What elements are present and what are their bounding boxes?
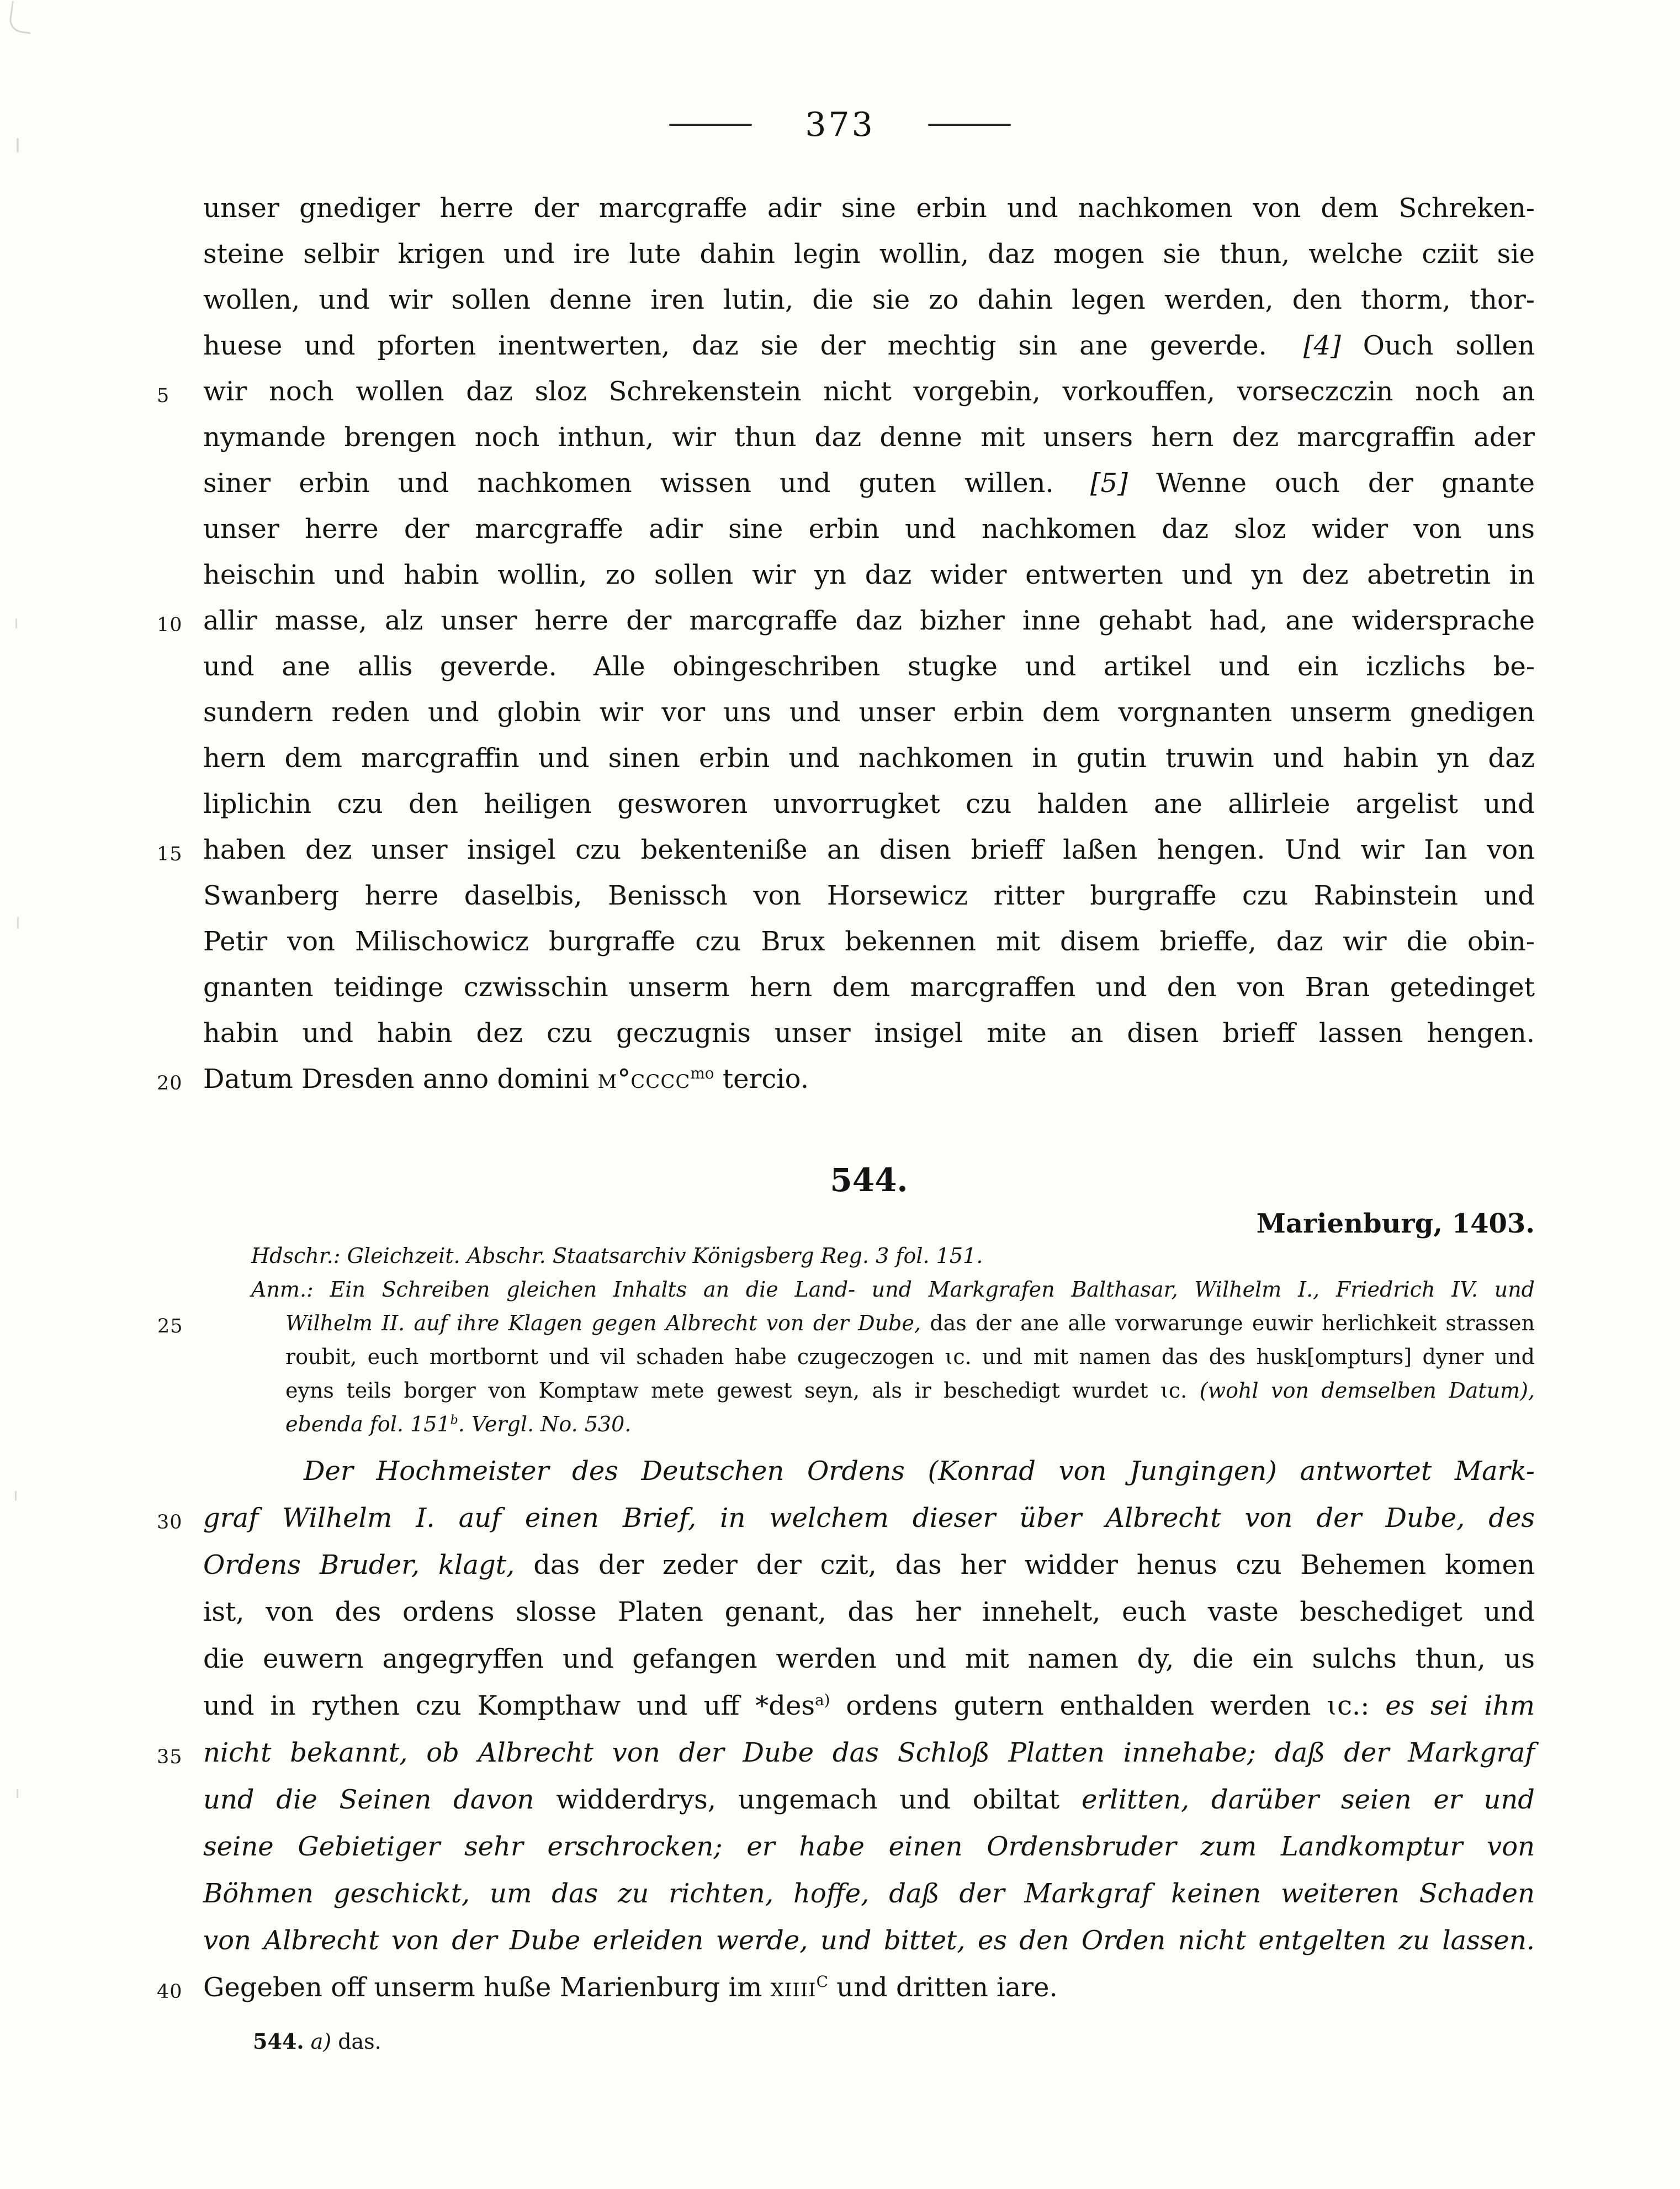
text-run: [4] [1303, 330, 1341, 361]
text-line [203, 690, 1535, 736]
entry-544-regest [157, 1448, 1535, 2011]
text-line [157, 1964, 1535, 2011]
text-run: das. [338, 2029, 381, 2054]
text-line [203, 1011, 1535, 1056]
text-run: (wohl von demselben Datum), [1199, 1378, 1535, 1403]
text-run: wir noch wollen daz sloz Schrekenstein nicht vorgebin, vorkouffen, vorseczczin noch an [203, 376, 1535, 407]
text-run: das der ane alle vorwarunge euwir herlichkeit strassen [930, 1311, 1535, 1335]
text-run: Anm.: Ein Schreiben gleichen Inhalts an die Land- und Markgrafen Balthasar, Wilhelm I., Friedrich IV. und [251, 1277, 1535, 1302]
text-run: die euwern angegryffen und gefangen werden und mit namen dy, die ein sulchs thun, us [203, 1643, 1535, 1674]
text-run: es sei ihm [1385, 1690, 1535, 1721]
text-run: cccc [630, 1064, 691, 1094]
text-run: C [816, 1973, 828, 1991]
page-header [0, 105, 1680, 144]
text-run: Böhmen geschickt, um das zu richten, hoffe, daß der Markgraf keinen weiteren Schaden [203, 1878, 1535, 1909]
entry-544-apparatus [157, 1239, 1535, 1441]
text-line [251, 1273, 1535, 1307]
text-run: [5] [1090, 468, 1128, 499]
text-line [203, 1823, 1535, 1870]
text-run: 544. [253, 2029, 304, 2054]
text-run: huese und pforten inentwerten, daz sie der mechtig sin ane geverde. [203, 330, 1267, 361]
text-run: xiiii [770, 1972, 817, 2003]
text-run: a) [815, 1691, 830, 1709]
text-run: widderdrys, ungemach und obiltat [556, 1784, 1082, 1815]
text-run: gnanten teidinge czwisschin unserm hern dem marcgraffen und den von Bran getedinget [203, 972, 1535, 1003]
entry-544-dateline: Marienburg, 1403. [1256, 1208, 1535, 1239]
text-run: Wilhelm II. auf ihre Klagen gegen Albrecht von der Dube, [285, 1311, 930, 1335]
text-line [203, 644, 1535, 690]
text-line [157, 1730, 1535, 1776]
text-run: und ane allis geverde. [203, 651, 557, 682]
text-run: und die Seinen davon [203, 1784, 557, 1815]
text-run: Petir von Milischowicz burgraffe czu Brux bekennen mit disem brieffe, daz wir die obin- [203, 926, 1535, 957]
text-run: ist, von des ordens slosse Platen genant, das her innehelt, euch vaste beschediget und [203, 1596, 1535, 1627]
text-line [203, 1683, 1535, 1730]
scan-artifact [15, 1491, 17, 1501]
text-line [203, 506, 1535, 552]
text-run: Ordens Bruder, klagt, [203, 1550, 534, 1580]
text-run: siner erbin und nachkomen wissen und guten willen. [203, 468, 1054, 499]
text-line [203, 736, 1535, 781]
entry-544-number: 544. [830, 1161, 908, 1199]
text-line [203, 323, 1535, 369]
text-run: haben dez unser insigel czu bekenteniße an disen brieff laßen hengen. Und wir Ian von [203, 834, 1535, 865]
text-line [203, 277, 1535, 323]
text-line [157, 827, 1535, 873]
text-line [203, 1448, 1535, 1495]
text-line [203, 415, 1535, 461]
text-line [203, 1636, 1535, 1683]
text-line [203, 781, 1535, 827]
margin-line-number: 25 [157, 1315, 183, 1337]
text-run: erlitten, darüber seien er und [1081, 1784, 1535, 1815]
text-run: von Albrecht von der Dube erleiden werde, und bittet, es den Orden nicht entgelten zu lassen. [203, 1925, 1535, 1956]
text-line [157, 1056, 1535, 1102]
text-run: mo [690, 1064, 714, 1082]
text-run: ordens gutern enthalden werden ɩc.: [830, 1690, 1386, 1721]
text-run: ebenda fol. 151 [285, 1412, 451, 1436]
text-run: m [597, 1064, 618, 1094]
text-line [157, 369, 1535, 415]
text-run: Ouch sollen [1340, 330, 1535, 361]
margin-line-number: 15 [157, 843, 183, 865]
text-run: b [450, 1413, 458, 1427]
text-run: und dritten iare. [828, 1972, 1058, 2003]
text-run: Gegeben off unserm huße Marienburg im [203, 1972, 771, 2003]
text-line [203, 1589, 1535, 1636]
text-run: Wenne ouch der gnante [1127, 468, 1535, 499]
text-run: nicht bekannt, ob Albrecht von der Dube das Schloß Platten innehabe; daß der Markgraf [203, 1737, 1535, 1768]
scan-artifact [15, 618, 17, 628]
text-run: sundern reden und globin wir vor uns und unser erbin dem vorgnanten unserm gnedigen [203, 697, 1535, 728]
text-line [251, 1408, 1535, 1441]
text-run: und in rythen czu Kompthaw und uff *des [203, 1690, 815, 1721]
text-line [251, 1340, 1535, 1374]
scan-artifact [17, 1789, 18, 1798]
text-line [203, 1870, 1535, 1917]
text-line [203, 1917, 1535, 1964]
text-run: Der Hochmeister des Deutschen Ordens (Konrad von Jungingen) antwortet Mark- [304, 1456, 1535, 1487]
text-line [157, 1495, 1535, 1542]
text-line [203, 461, 1535, 506]
text-run: steine selbir krigen und ire lute dahin legin wollin, daz mogen sie thun, welche cziit sie [203, 239, 1535, 269]
text-line [251, 1374, 1535, 1408]
text-line [203, 231, 1535, 277]
text-line [157, 598, 1535, 644]
margin-line-number: 10 [157, 614, 183, 636]
text-line [251, 1239, 1535, 1273]
text-run: liplichin czu den heiligen gesworen unvorrugket czu halden ane allirleie argelist und [203, 789, 1535, 819]
header-rule-right [928, 124, 1011, 126]
text-line [203, 965, 1535, 1011]
text-line [203, 873, 1535, 919]
text-run: unser gnediger herre der marcgraffe adir sine erbin und nachkomen von dem Schreken- [203, 193, 1535, 224]
text-run: das der zeder der czit, das her widder henus czu Behemen komen [533, 1550, 1535, 1580]
text-run: wollen, und wir sollen denne iren lutin, die sie zo dahin legen werden, den thorm, thor- [203, 284, 1535, 315]
text-run: Swanberg herre daselbis, Benissch von Horsewicz ritter burgraffe czu Rabinstein und [203, 880, 1535, 911]
text-run: eyns teils borger von Komptaw mete gewest seyn, als ir beschedigt wurdet ɩc. [285, 1378, 1200, 1403]
entry-544-footnote [253, 2028, 1357, 2055]
text-line [203, 186, 1535, 231]
page-number: 373 [805, 105, 875, 144]
text-line [157, 1307, 1535, 1340]
text-run: unser herre der marcgraffe adir sine erbin und nachkomen daz sloz wider von uns [203, 514, 1535, 544]
text-run: a) [304, 2029, 338, 2054]
charter-543-text [157, 186, 1535, 1102]
margin-line-number: 30 [157, 1511, 183, 1534]
margin-line-number: 5 [157, 385, 170, 407]
text-run: seine Gebietiger sehr erschrocken; er habe einen Ordensbruder zum Landkomptur von [203, 1831, 1535, 1862]
text-run: . Vergl. No. 530. [458, 1412, 632, 1436]
margin-line-number: 40 [157, 1981, 183, 2003]
text-run: Alle obingeschriben stugke und artikel und ein iczlichs be- [593, 651, 1535, 682]
text-run: habin und habin dez czu geczugnis unser insigel mite an disen brieff lassen hengen. [203, 1018, 1535, 1049]
text-run: hern dem marcgraffin und sinen erbin und nachkomen in gutin truwin und habin yn daz [203, 743, 1535, 774]
scan-artifact [17, 917, 19, 929]
text-run: tercio. [714, 1064, 809, 1094]
text-run: Datum Dresden anno domini [203, 1064, 598, 1094]
text-run: Hdschr.: Gleichzeit. Abschr. Staatsarchiv Königsberg Reg. 3 fol. 151. [251, 1244, 983, 1268]
text-line [203, 1776, 1535, 1823]
margin-line-number: 20 [157, 1072, 183, 1094]
header-rule-left [669, 124, 752, 126]
text-run: graf Wilhelm I. auf einen Brief, in welchem dieser über Albrecht von der Dube, des [203, 1503, 1535, 1534]
text-run: ° [617, 1064, 631, 1094]
text-run: nymande brengen noch inthun, wir thun daz denne mit unsers hern dez marcgraffin ader [203, 422, 1535, 453]
text-run: allir masse, alz unser herre der marcgraffe daz bizher inne gehabt had, ane widersprache [203, 605, 1535, 636]
text-line [203, 1542, 1535, 1589]
text-line [203, 552, 1535, 598]
text-run: roubit, euch mortbornt und vil schaden habe czugeczogen ɩc. und mit namen das des husk[ompturs] dyner und [285, 1345, 1535, 1369]
text-run: heischin und habin wollin, zo sollen wir yn daz wider entwerten und yn dez abetretin in [203, 559, 1535, 590]
text-line [203, 919, 1535, 965]
margin-line-number: 35 [157, 1746, 183, 1768]
scan-artifact [8, 1, 34, 34]
